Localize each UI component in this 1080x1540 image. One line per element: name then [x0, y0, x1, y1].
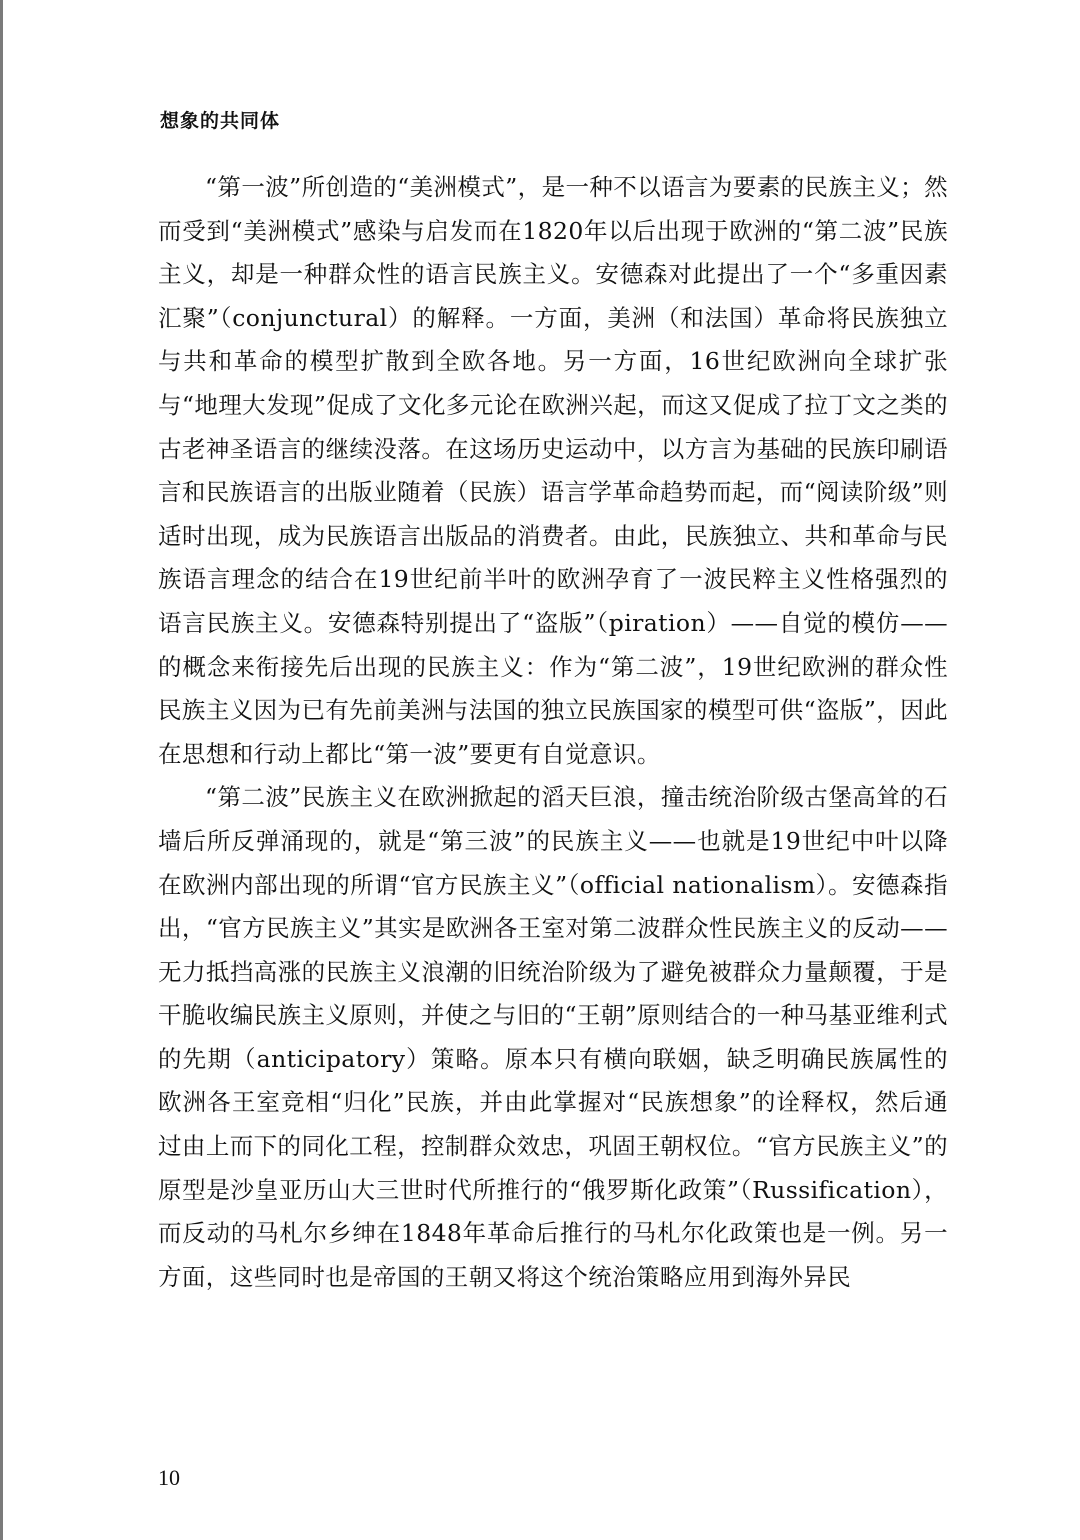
- page-number: 10: [158, 1465, 180, 1490]
- body-text: [158, 166, 948, 1299]
- page-left-edge: [0, 0, 3, 1540]
- paragraph-first: “第一波”所创造的“美洲模式”，是一种不以语言为要素的民族主义；然而受到“美洲模式”感染与启发而在1820年以后出现于欧洲的“第二波”民族主义，却是一种群众性的语言民族主义。安德森对此提出了一个“多重因素汇聚”（conjunctural）的解释。一方面，美洲（和法国）革命将民族独立与共和革命的模型扩散到全欧各地。另一方面，16世纪欧洲向全球扩张与“地理大发现”促成了文化多元论在欧洲兴起，而这又促成了拉丁文之类的古老神圣语言的继续没落。在这场历史运动中，以方言为基础的民族印刷语言和民族语言的出版业随着（民族）语言学革命趋势而起，而“阅读阶级”则适时出现，成为民族语言出版品的消费者。由此，民族独立、共和革命与民族语言理念的结合在19世纪前半叶的欧洲孕育了一波民粹主义性格强烈的语言民族主义。安德森特别提出了“盗版”（piration）——自觉的模仿——的概念来衔接先后出现的民族主义：作为“第二波”，19世纪欧洲的群众性民族主义因为已有先前美洲与法国的独立民族国家的模型可供“盗版”，因此在思想和行动上都比“第一波”要更有自觉意识。: [158, 173, 948, 768]
- paragraph-second: “第二波”民族主义在欧洲掀起的滔天巨浪，撞击统治阶级古堡高耸的石墙后所反弹涌现的，就是“第三波”的民族主义——也就是19世纪中叶以降在欧洲内部出现的所谓“官方民族主义”（official nationalism）。安德森指出，“官方民族主义”其实是欧洲各王室对第二波群众性民族主义的反动——无力抵挡高涨的民族主义浪潮的旧统治阶级为了避免被群众力量颠覆，于是干脆收编民族主义原则，并使之与旧的“王朝”原则结合的一种马基亚维利式的先期（anticipatory）策略。原本只有横向联姻，缺乏明确民族属性的欧洲各王室竞相“归化”民族，并由此掌握对“民族想象”的诠释权，然后通过由上而下的同化工程，控制群众效忠，巩固王朝权位。“官方民族主义”的原型是沙皇亚历山大三世时代所推行的“俄罗斯化政策”（Russification），而反动的马札尔乡绅在1848年革命后推行的马札尔化政策也是一例。另一方面，这些同时也是帝国的王朝又将这个统治策略应用到海外异民: [158, 783, 948, 1291]
- running-header-title: 想象的共同体: [160, 110, 281, 132]
